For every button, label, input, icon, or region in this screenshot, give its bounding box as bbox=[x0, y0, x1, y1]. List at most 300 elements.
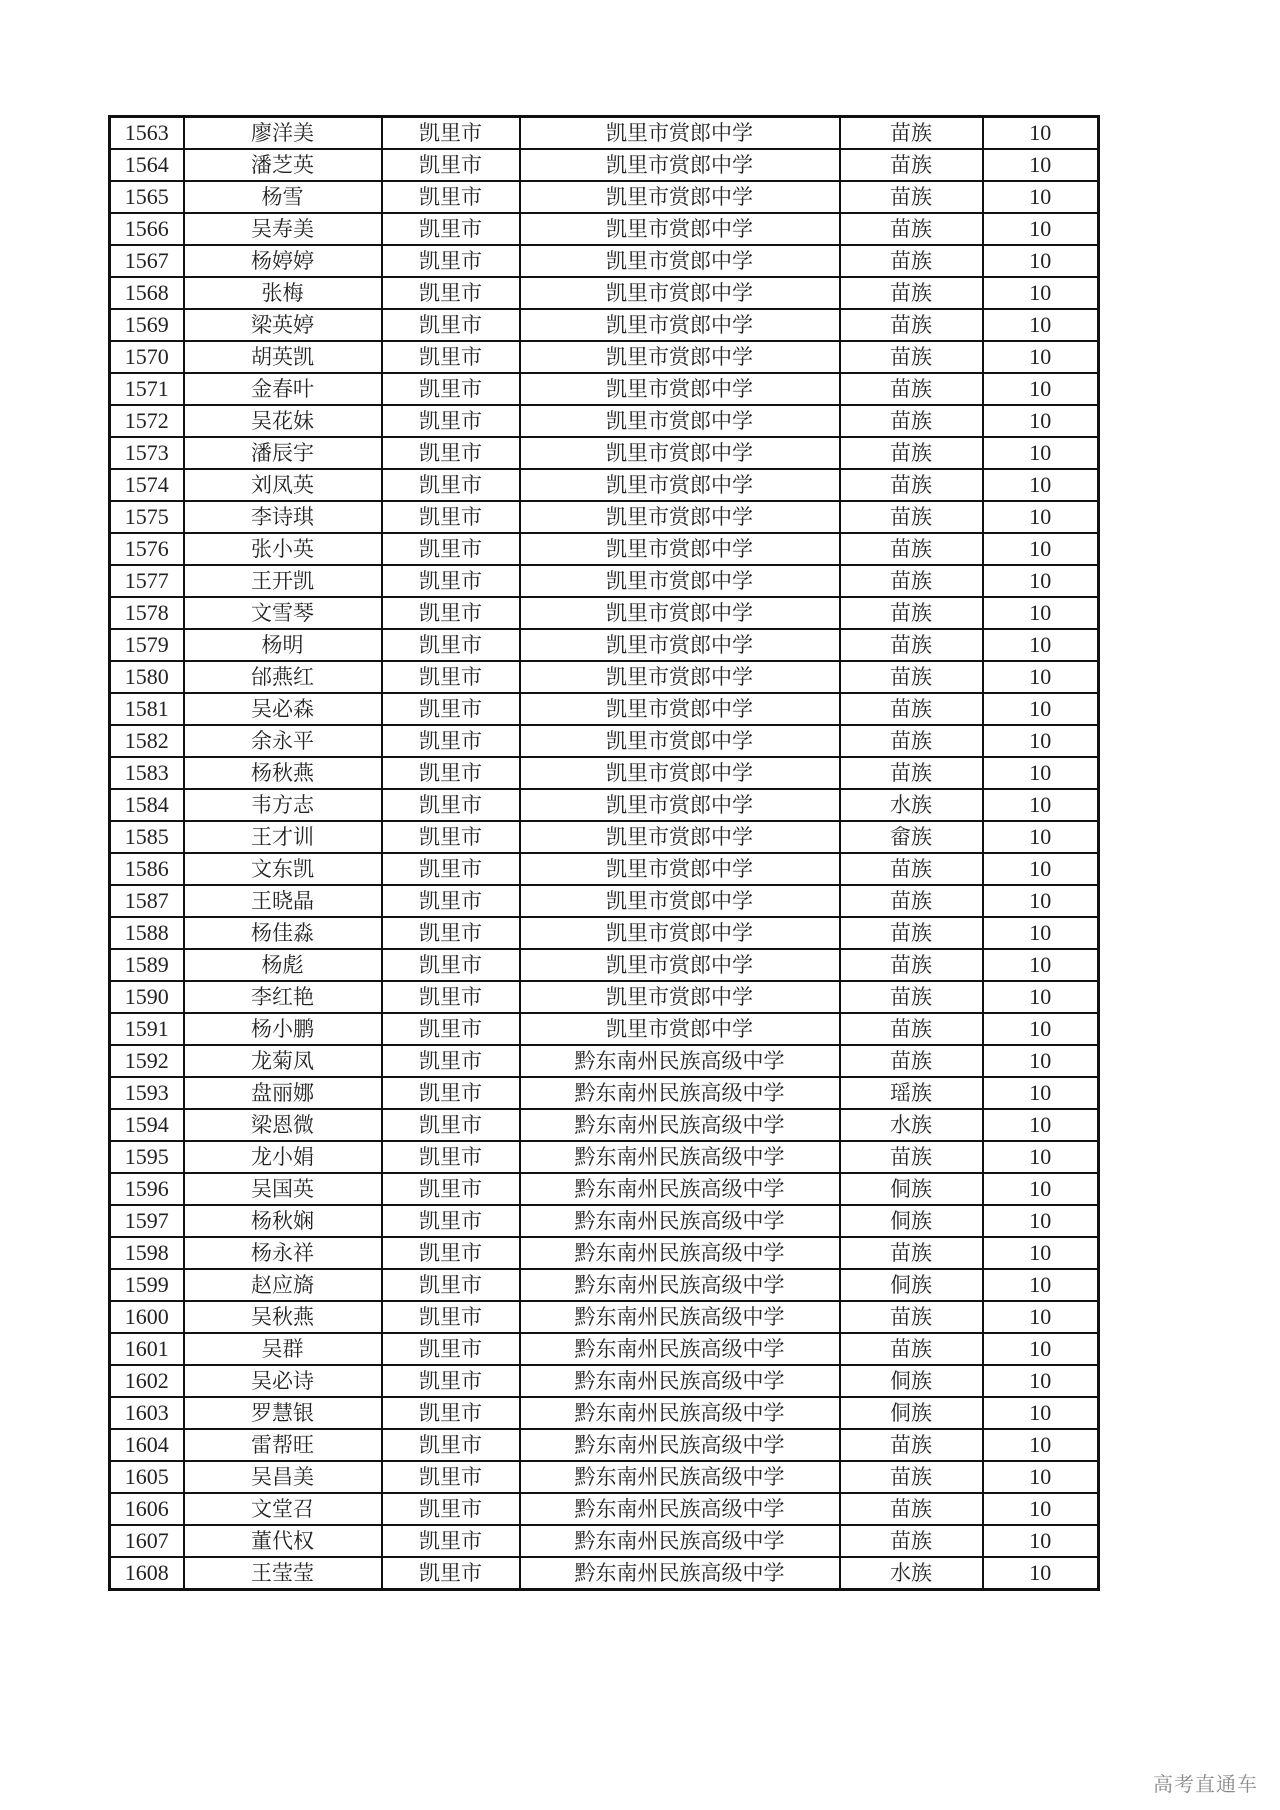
school-cell: 黔东南州民族高级中学 bbox=[520, 1525, 840, 1557]
student-name-cell: 吴国英 bbox=[184, 1173, 382, 1205]
ethnicity-cell: 苗族 bbox=[840, 597, 983, 629]
city-cell: 凯里市 bbox=[382, 1269, 520, 1301]
score-cell: 10 bbox=[983, 309, 1099, 341]
score-cell: 10 bbox=[983, 1557, 1099, 1590]
row-number-cell: 1571 bbox=[110, 373, 184, 405]
row-number-cell: 1602 bbox=[110, 1365, 184, 1397]
row-number-cell: 1583 bbox=[110, 757, 184, 789]
city-cell: 凯里市 bbox=[382, 437, 520, 469]
table-row bbox=[110, 821, 1099, 853]
school-cell: 凯里市赏郎中学 bbox=[520, 949, 840, 981]
student-name-cell: 杨明 bbox=[184, 629, 382, 661]
ethnicity-cell: 苗族 bbox=[840, 341, 983, 373]
city-cell: 凯里市 bbox=[382, 1237, 520, 1269]
score-cell: 10 bbox=[983, 1333, 1099, 1365]
table-row bbox=[110, 1141, 1099, 1173]
city-cell: 凯里市 bbox=[382, 181, 520, 213]
school-cell: 凯里市赏郎中学 bbox=[520, 917, 840, 949]
table-row bbox=[110, 309, 1099, 341]
school-cell: 凯里市赏郎中学 bbox=[520, 629, 840, 661]
score-cell: 10 bbox=[983, 213, 1099, 245]
city-cell: 凯里市 bbox=[382, 1429, 520, 1461]
row-number-cell: 1600 bbox=[110, 1301, 184, 1333]
table-row bbox=[110, 1045, 1099, 1077]
table-row bbox=[110, 1237, 1099, 1269]
school-cell: 凯里市赏郎中学 bbox=[520, 693, 840, 725]
student-name-cell: 文堂召 bbox=[184, 1493, 382, 1525]
score-cell: 10 bbox=[983, 693, 1099, 725]
score-cell: 10 bbox=[983, 789, 1099, 821]
row-number-cell: 1587 bbox=[110, 885, 184, 917]
student-name-cell: 文东凯 bbox=[184, 853, 382, 885]
school-cell: 凯里市赏郎中学 bbox=[520, 213, 840, 245]
row-number-cell: 1564 bbox=[110, 149, 184, 181]
score-cell: 10 bbox=[983, 277, 1099, 309]
score-cell: 10 bbox=[983, 1493, 1099, 1525]
city-cell: 凯里市 bbox=[382, 1461, 520, 1493]
city-cell: 凯里市 bbox=[382, 341, 520, 373]
table-row bbox=[110, 373, 1099, 405]
student-name-cell: 潘芝英 bbox=[184, 149, 382, 181]
table-row bbox=[110, 213, 1099, 245]
ethnicity-cell: 苗族 bbox=[840, 1141, 983, 1173]
row-number-cell: 1588 bbox=[110, 917, 184, 949]
city-cell: 凯里市 bbox=[382, 629, 520, 661]
student-name-cell: 李红艳 bbox=[184, 981, 382, 1013]
score-cell: 10 bbox=[983, 1365, 1099, 1397]
city-cell: 凯里市 bbox=[382, 1525, 520, 1557]
school-cell: 黔东南州民族高级中学 bbox=[520, 1173, 840, 1205]
ethnicity-cell: 苗族 bbox=[840, 245, 983, 277]
ethnicity-cell: 苗族 bbox=[840, 853, 983, 885]
ethnicity-cell: 苗族 bbox=[840, 661, 983, 693]
ethnicity-cell: 苗族 bbox=[840, 1429, 983, 1461]
ethnicity-cell: 苗族 bbox=[840, 917, 983, 949]
city-cell: 凯里市 bbox=[382, 1013, 520, 1045]
student-name-cell: 龙小娟 bbox=[184, 1141, 382, 1173]
city-cell: 凯里市 bbox=[382, 245, 520, 277]
city-cell: 凯里市 bbox=[382, 405, 520, 437]
ethnicity-cell: 苗族 bbox=[840, 629, 983, 661]
row-number-cell: 1577 bbox=[110, 565, 184, 597]
school-cell: 黔东南州民族高级中学 bbox=[520, 1205, 840, 1237]
table-row bbox=[110, 533, 1099, 565]
student-name-cell: 龙菊凤 bbox=[184, 1045, 382, 1077]
table-row bbox=[110, 1493, 1099, 1525]
row-number-cell: 1586 bbox=[110, 853, 184, 885]
score-cell: 10 bbox=[983, 1237, 1099, 1269]
table-row bbox=[110, 341, 1099, 373]
score-cell: 10 bbox=[983, 501, 1099, 533]
student-name-cell: 董代权 bbox=[184, 1525, 382, 1557]
ethnicity-cell: 水族 bbox=[840, 789, 983, 821]
school-cell: 凯里市赏郎中学 bbox=[520, 597, 840, 629]
row-number-cell: 1576 bbox=[110, 533, 184, 565]
ethnicity-cell: 苗族 bbox=[840, 149, 983, 181]
row-number-cell: 1596 bbox=[110, 1173, 184, 1205]
score-cell: 10 bbox=[983, 117, 1099, 150]
row-number-cell: 1589 bbox=[110, 949, 184, 981]
table-row bbox=[110, 469, 1099, 501]
city-cell: 凯里市 bbox=[382, 565, 520, 597]
row-number-cell: 1593 bbox=[110, 1077, 184, 1109]
table-row bbox=[110, 277, 1099, 309]
score-cell: 10 bbox=[983, 341, 1099, 373]
city-cell: 凯里市 bbox=[382, 1045, 520, 1077]
ethnicity-cell: 苗族 bbox=[840, 213, 983, 245]
score-cell: 10 bbox=[983, 1205, 1099, 1237]
table-row bbox=[110, 1461, 1099, 1493]
table-row bbox=[110, 597, 1099, 629]
city-cell: 凯里市 bbox=[382, 501, 520, 533]
student-name-cell: 杨小鹏 bbox=[184, 1013, 382, 1045]
city-cell: 凯里市 bbox=[382, 213, 520, 245]
ethnicity-cell: 苗族 bbox=[840, 1237, 983, 1269]
school-cell: 凯里市赏郎中学 bbox=[520, 821, 840, 853]
score-cell: 10 bbox=[983, 1045, 1099, 1077]
student-name-cell: 罗慧银 bbox=[184, 1397, 382, 1429]
table-row bbox=[110, 565, 1099, 597]
table-row bbox=[110, 1205, 1099, 1237]
ethnicity-cell: 苗族 bbox=[840, 1045, 983, 1077]
table-row bbox=[110, 789, 1099, 821]
student-name-cell: 吴寿美 bbox=[184, 213, 382, 245]
student-name-cell: 张小英 bbox=[184, 533, 382, 565]
student-name-cell: 吴秋燕 bbox=[184, 1301, 382, 1333]
row-number-cell: 1581 bbox=[110, 693, 184, 725]
city-cell: 凯里市 bbox=[382, 117, 520, 150]
row-number-cell: 1578 bbox=[110, 597, 184, 629]
student-name-cell: 盘丽娜 bbox=[184, 1077, 382, 1109]
score-cell: 10 bbox=[983, 437, 1099, 469]
student-name-cell: 余永平 bbox=[184, 725, 382, 757]
row-number-cell: 1595 bbox=[110, 1141, 184, 1173]
city-cell: 凯里市 bbox=[382, 277, 520, 309]
score-cell: 10 bbox=[983, 661, 1099, 693]
score-cell: 10 bbox=[983, 1077, 1099, 1109]
table-row bbox=[110, 917, 1099, 949]
table-row bbox=[110, 885, 1099, 917]
table-row bbox=[110, 1173, 1099, 1205]
row-number-cell: 1601 bbox=[110, 1333, 184, 1365]
table-row bbox=[110, 117, 1099, 150]
student-name-cell: 吴必森 bbox=[184, 693, 382, 725]
row-number-cell: 1565 bbox=[110, 181, 184, 213]
score-cell: 10 bbox=[983, 917, 1099, 949]
row-number-cell: 1582 bbox=[110, 725, 184, 757]
score-cell: 10 bbox=[983, 853, 1099, 885]
score-cell: 10 bbox=[983, 181, 1099, 213]
table-row bbox=[110, 629, 1099, 661]
school-cell: 黔东南州民族高级中学 bbox=[520, 1365, 840, 1397]
score-cell: 10 bbox=[983, 1429, 1099, 1461]
score-cell: 10 bbox=[983, 405, 1099, 437]
student-name-cell: 文雪琴 bbox=[184, 597, 382, 629]
student-name-cell: 杨秋燕 bbox=[184, 757, 382, 789]
table-row bbox=[110, 1109, 1099, 1141]
school-cell: 黔东南州民族高级中学 bbox=[520, 1461, 840, 1493]
ethnicity-cell: 苗族 bbox=[840, 533, 983, 565]
score-cell: 10 bbox=[983, 821, 1099, 853]
school-cell: 凯里市赏郎中学 bbox=[520, 981, 840, 1013]
student-name-cell: 杨永祥 bbox=[184, 1237, 382, 1269]
score-cell: 10 bbox=[983, 1269, 1099, 1301]
score-cell: 10 bbox=[983, 597, 1099, 629]
row-number-cell: 1591 bbox=[110, 1013, 184, 1045]
city-cell: 凯里市 bbox=[382, 1493, 520, 1525]
city-cell: 凯里市 bbox=[382, 661, 520, 693]
school-cell: 黔东南州民族高级中学 bbox=[520, 1045, 840, 1077]
city-cell: 凯里市 bbox=[382, 821, 520, 853]
school-cell: 黔东南州民族高级中学 bbox=[520, 1237, 840, 1269]
row-number-cell: 1594 bbox=[110, 1109, 184, 1141]
row-number-cell: 1598 bbox=[110, 1237, 184, 1269]
score-cell: 10 bbox=[983, 1141, 1099, 1173]
school-cell: 凯里市赏郎中学 bbox=[520, 437, 840, 469]
table-row bbox=[110, 181, 1099, 213]
row-number-cell: 1584 bbox=[110, 789, 184, 821]
row-number-cell: 1592 bbox=[110, 1045, 184, 1077]
ethnicity-cell: 苗族 bbox=[840, 117, 983, 150]
ethnicity-cell: 水族 bbox=[840, 1109, 983, 1141]
table-row bbox=[110, 501, 1099, 533]
ethnicity-cell: 苗族 bbox=[840, 981, 983, 1013]
row-number-cell: 1574 bbox=[110, 469, 184, 501]
school-cell: 凯里市赏郎中学 bbox=[520, 789, 840, 821]
row-number-cell: 1569 bbox=[110, 309, 184, 341]
ethnicity-cell: 苗族 bbox=[840, 501, 983, 533]
row-number-cell: 1573 bbox=[110, 437, 184, 469]
row-number-cell: 1585 bbox=[110, 821, 184, 853]
ethnicity-cell: 侗族 bbox=[840, 1397, 983, 1429]
table-row bbox=[110, 405, 1099, 437]
school-cell: 凯里市赏郎中学 bbox=[520, 373, 840, 405]
school-cell: 凯里市赏郎中学 bbox=[520, 117, 840, 150]
score-cell: 10 bbox=[983, 1461, 1099, 1493]
table-row bbox=[110, 725, 1099, 757]
school-cell: 凯里市赏郎中学 bbox=[520, 725, 840, 757]
school-cell: 黔东南州民族高级中学 bbox=[520, 1269, 840, 1301]
ethnicity-cell: 苗族 bbox=[840, 373, 983, 405]
ethnicity-cell: 苗族 bbox=[840, 181, 983, 213]
school-cell: 凯里市赏郎中学 bbox=[520, 757, 840, 789]
school-cell: 凯里市赏郎中学 bbox=[520, 661, 840, 693]
student-name-cell: 王才训 bbox=[184, 821, 382, 853]
roster-table bbox=[108, 115, 1100, 1591]
ethnicity-cell: 苗族 bbox=[840, 565, 983, 597]
city-cell: 凯里市 bbox=[382, 981, 520, 1013]
score-cell: 10 bbox=[983, 149, 1099, 181]
student-name-cell: 杨婷婷 bbox=[184, 245, 382, 277]
school-cell: 凯里市赏郎中学 bbox=[520, 309, 840, 341]
row-number-cell: 1599 bbox=[110, 1269, 184, 1301]
ethnicity-cell: 侗族 bbox=[840, 1173, 983, 1205]
row-number-cell: 1603 bbox=[110, 1397, 184, 1429]
table-row bbox=[110, 1301, 1099, 1333]
student-name-cell: 梁英婷 bbox=[184, 309, 382, 341]
table-row bbox=[110, 1429, 1099, 1461]
school-cell: 凯里市赏郎中学 bbox=[520, 853, 840, 885]
school-cell: 凯里市赏郎中学 bbox=[520, 501, 840, 533]
school-cell: 黔东南州民族高级中学 bbox=[520, 1077, 840, 1109]
city-cell: 凯里市 bbox=[382, 597, 520, 629]
city-cell: 凯里市 bbox=[382, 373, 520, 405]
table-row bbox=[110, 149, 1099, 181]
ethnicity-cell: 侗族 bbox=[840, 1269, 983, 1301]
student-name-cell: 杨佳淼 bbox=[184, 917, 382, 949]
school-cell: 凯里市赏郎中学 bbox=[520, 341, 840, 373]
student-name-cell: 杨雪 bbox=[184, 181, 382, 213]
score-cell: 10 bbox=[983, 725, 1099, 757]
row-number-cell: 1606 bbox=[110, 1493, 184, 1525]
table-row bbox=[110, 1013, 1099, 1045]
ethnicity-cell: 苗族 bbox=[840, 757, 983, 789]
student-name-cell: 吴群 bbox=[184, 1333, 382, 1365]
ethnicity-cell: 苗族 bbox=[840, 1525, 983, 1557]
score-cell: 10 bbox=[983, 1109, 1099, 1141]
city-cell: 凯里市 bbox=[382, 1365, 520, 1397]
city-cell: 凯里市 bbox=[382, 1173, 520, 1205]
student-name-cell: 王晓晶 bbox=[184, 885, 382, 917]
ethnicity-cell: 水族 bbox=[840, 1557, 983, 1590]
school-cell: 凯里市赏郎中学 bbox=[520, 405, 840, 437]
score-cell: 10 bbox=[983, 373, 1099, 405]
school-cell: 凯里市赏郎中学 bbox=[520, 565, 840, 597]
score-cell: 10 bbox=[983, 981, 1099, 1013]
school-cell: 凯里市赏郎中学 bbox=[520, 181, 840, 213]
student-name-cell: 邰燕红 bbox=[184, 661, 382, 693]
student-name-cell: 韦方志 bbox=[184, 789, 382, 821]
city-cell: 凯里市 bbox=[382, 1141, 520, 1173]
score-cell: 10 bbox=[983, 629, 1099, 661]
ethnicity-cell: 苗族 bbox=[840, 469, 983, 501]
ethnicity-cell: 苗族 bbox=[840, 405, 983, 437]
school-cell: 凯里市赏郎中学 bbox=[520, 533, 840, 565]
score-cell: 10 bbox=[983, 757, 1099, 789]
school-cell: 黔东南州民族高级中学 bbox=[520, 1397, 840, 1429]
school-cell: 凯里市赏郎中学 bbox=[520, 277, 840, 309]
ethnicity-cell: 畲族 bbox=[840, 821, 983, 853]
table-row bbox=[110, 981, 1099, 1013]
city-cell: 凯里市 bbox=[382, 757, 520, 789]
score-cell: 10 bbox=[983, 245, 1099, 277]
school-cell: 黔东南州民族高级中学 bbox=[520, 1557, 840, 1590]
ethnicity-cell: 苗族 bbox=[840, 1461, 983, 1493]
ethnicity-cell: 苗族 bbox=[840, 1301, 983, 1333]
city-cell: 凯里市 bbox=[382, 533, 520, 565]
ethnicity-cell: 苗族 bbox=[840, 885, 983, 917]
ethnicity-cell: 侗族 bbox=[840, 1365, 983, 1397]
table-row bbox=[110, 437, 1099, 469]
city-cell: 凯里市 bbox=[382, 1205, 520, 1237]
student-name-cell: 张梅 bbox=[184, 277, 382, 309]
row-number-cell: 1575 bbox=[110, 501, 184, 533]
ethnicity-cell: 侗族 bbox=[840, 1205, 983, 1237]
city-cell: 凯里市 bbox=[382, 789, 520, 821]
school-cell: 黔东南州民族高级中学 bbox=[520, 1109, 840, 1141]
row-number-cell: 1568 bbox=[110, 277, 184, 309]
score-cell: 10 bbox=[983, 949, 1099, 981]
school-cell: 黔东南州民族高级中学 bbox=[520, 1493, 840, 1525]
roster-table-body bbox=[110, 117, 1099, 1590]
score-cell: 10 bbox=[983, 533, 1099, 565]
student-name-cell: 李诗琪 bbox=[184, 501, 382, 533]
score-cell: 10 bbox=[983, 1525, 1099, 1557]
ethnicity-cell: 苗族 bbox=[840, 1013, 983, 1045]
row-number-cell: 1605 bbox=[110, 1461, 184, 1493]
score-cell: 10 bbox=[983, 1173, 1099, 1205]
city-cell: 凯里市 bbox=[382, 885, 520, 917]
score-cell: 10 bbox=[983, 885, 1099, 917]
student-name-cell: 金春叶 bbox=[184, 373, 382, 405]
ethnicity-cell: 苗族 bbox=[840, 309, 983, 341]
city-cell: 凯里市 bbox=[382, 469, 520, 501]
school-cell: 黔东南州民族高级中学 bbox=[520, 1333, 840, 1365]
student-name-cell: 赵应旖 bbox=[184, 1269, 382, 1301]
row-number-cell: 1580 bbox=[110, 661, 184, 693]
row-number-cell: 1608 bbox=[110, 1557, 184, 1590]
score-cell: 10 bbox=[983, 469, 1099, 501]
row-number-cell: 1604 bbox=[110, 1429, 184, 1461]
city-cell: 凯里市 bbox=[382, 1397, 520, 1429]
ethnicity-cell: 苗族 bbox=[840, 437, 983, 469]
table-row bbox=[110, 661, 1099, 693]
table-row bbox=[110, 757, 1099, 789]
city-cell: 凯里市 bbox=[382, 949, 520, 981]
city-cell: 凯里市 bbox=[382, 1333, 520, 1365]
row-number-cell: 1567 bbox=[110, 245, 184, 277]
table-row bbox=[110, 1397, 1099, 1429]
student-name-cell: 吴昌美 bbox=[184, 1461, 382, 1493]
score-cell: 10 bbox=[983, 1397, 1099, 1429]
student-name-cell: 刘凤英 bbox=[184, 469, 382, 501]
row-number-cell: 1607 bbox=[110, 1525, 184, 1557]
school-cell: 凯里市赏郎中学 bbox=[520, 1013, 840, 1045]
table-row bbox=[110, 1269, 1099, 1301]
ethnicity-cell: 苗族 bbox=[840, 277, 983, 309]
school-cell: 黔东南州民族高级中学 bbox=[520, 1301, 840, 1333]
ethnicity-cell: 苗族 bbox=[840, 1333, 983, 1365]
student-name-cell: 王开凯 bbox=[184, 565, 382, 597]
student-name-cell: 廖洋美 bbox=[184, 117, 382, 150]
table-row bbox=[110, 1365, 1099, 1397]
student-name-cell: 吴必诗 bbox=[184, 1365, 382, 1397]
student-name-cell: 杨秋娴 bbox=[184, 1205, 382, 1237]
school-cell: 黔东南州民族高级中学 bbox=[520, 1429, 840, 1461]
score-cell: 10 bbox=[983, 1013, 1099, 1045]
student-name-cell: 吴花妹 bbox=[184, 405, 382, 437]
student-name-cell: 雷帮旺 bbox=[184, 1429, 382, 1461]
city-cell: 凯里市 bbox=[382, 917, 520, 949]
school-cell: 凯里市赏郎中学 bbox=[520, 149, 840, 181]
row-number-cell: 1572 bbox=[110, 405, 184, 437]
student-name-cell: 王莹莹 bbox=[184, 1557, 382, 1590]
score-cell: 10 bbox=[983, 1301, 1099, 1333]
row-number-cell: 1566 bbox=[110, 213, 184, 245]
city-cell: 凯里市 bbox=[382, 693, 520, 725]
table-row bbox=[110, 693, 1099, 725]
row-number-cell: 1563 bbox=[110, 117, 184, 150]
row-number-cell: 1570 bbox=[110, 341, 184, 373]
table-row bbox=[110, 949, 1099, 981]
table-row bbox=[110, 245, 1099, 277]
watermark-label: 高考直通车 bbox=[1153, 1772, 1258, 1796]
city-cell: 凯里市 bbox=[382, 853, 520, 885]
ethnicity-cell: 苗族 bbox=[840, 725, 983, 757]
table-row bbox=[110, 1077, 1099, 1109]
row-number-cell: 1597 bbox=[110, 1205, 184, 1237]
school-cell: 凯里市赏郎中学 bbox=[520, 245, 840, 277]
